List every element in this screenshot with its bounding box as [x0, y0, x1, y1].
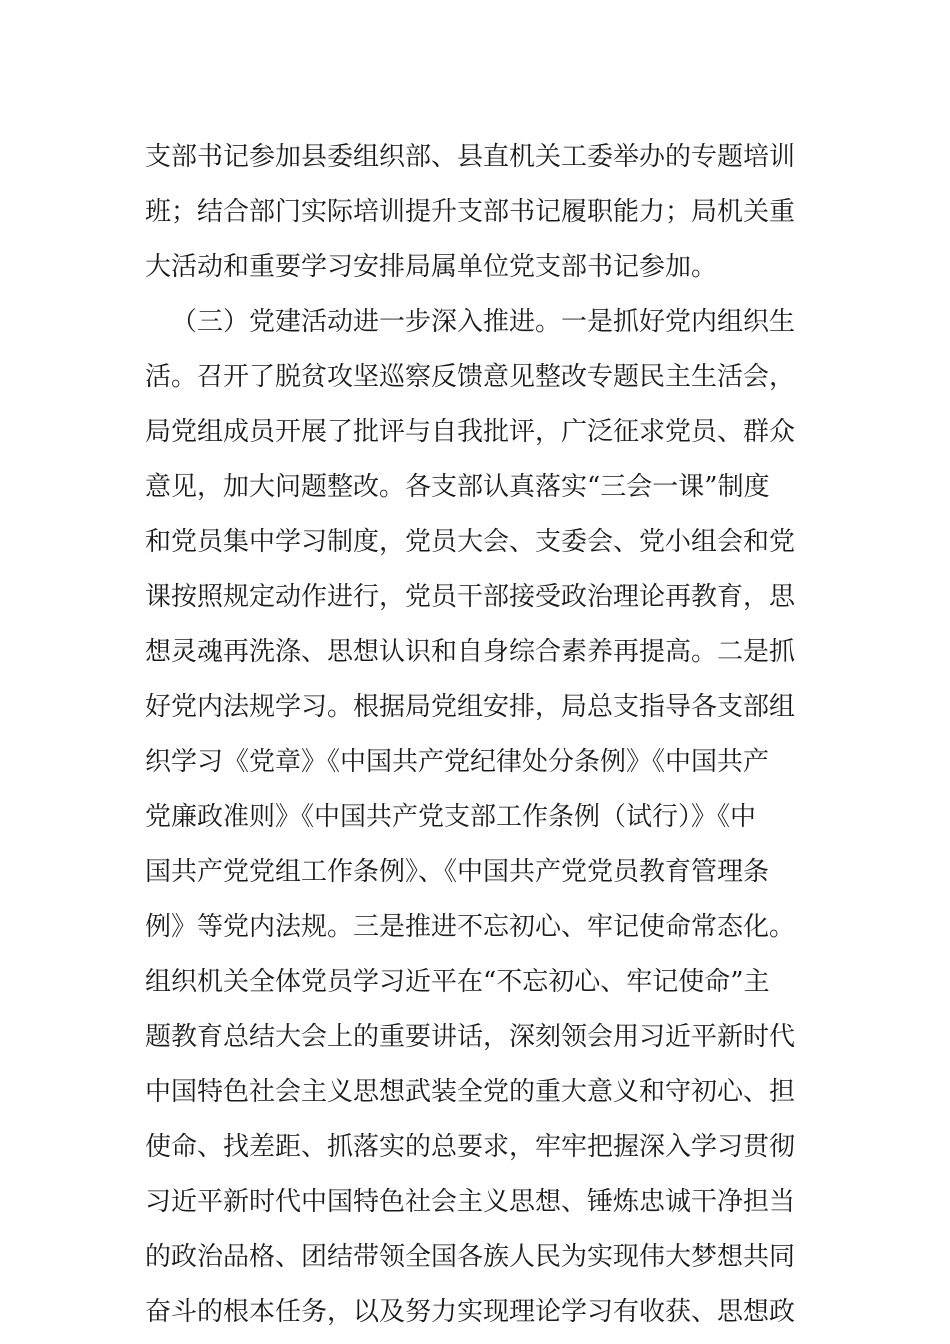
- text-line-8: 和党员集中学习制度，党员大会、支委会、党小组会和党: [145, 527, 796, 557]
- text-line-2: 班；结合部门实际培训提升支部书记履职能力；局机关重: [145, 197, 796, 227]
- text-line-18: 中国特色社会主义思想武装全党的重大意义和守初心、担: [145, 1077, 796, 1107]
- text-line-1: 支部书记参加县委组织部、县直机关工委举办的专题培训: [145, 142, 796, 172]
- text-line-21: 的政治品格、团结带领全国各族人民为实现伟大梦想共同: [145, 1242, 796, 1272]
- text-line-12: 织学习《党章》《中国共产党纪律处分条例》《中国共产: [145, 747, 770, 777]
- document-body: [145, 130, 815, 1340]
- text-line-17: 题教育总结大会上的重要讲话，深刻领会用习近平新时代: [145, 1022, 796, 1052]
- text-line-10: 想灵魂再洗涤、思想认识和自身综合素养再提高。二是抓: [145, 637, 796, 667]
- text-line-3: 大活动和重要学习安排局属单位党支部书记参加。: [145, 252, 718, 282]
- text-line-16: 组织机关全体党员学习近平在“不忘初心、牢记使命”主: [145, 967, 770, 997]
- text-line-11: 好党内法规学习。根据局党组安排，局总支指导各支部组: [145, 692, 796, 722]
- text-line-6: 局党组成员开展了批评与自我批评，广泛征求党员、群众: [145, 417, 796, 447]
- text-line-7: 意见，加大问题整改。各支部认真落实“三会一课”制度: [145, 472, 770, 502]
- text-line-19: 使命、找差距、抓落实的总要求，牢牢把握深入学习贯彻: [145, 1132, 796, 1162]
- text-line-20: 习近平新时代中国特色社会主义思想、锤炼忠诚干净担当: [145, 1187, 796, 1217]
- text-line-4: （三）党建活动进一步深入推进。一是抓好党内组织生: [171, 307, 796, 337]
- text-line-22: 奋斗的根本任务，以及努力实现理论学习有收获、思想政: [145, 1297, 796, 1327]
- text-line-9: 课按照规定动作进行，党员干部接受政治理论再教育，思: [145, 582, 796, 612]
- text-line-13: 党廉政准则》《中国共产党支部工作条例（试行）》《中: [145, 802, 757, 832]
- text-line-15: 例》等党内法规。三是推进不忘初心、牢记使命常态化。: [145, 912, 796, 942]
- text-line-5: 活。召开了脱贫攻坚巡察反馈意见整改专题民主生活会，: [145, 362, 796, 392]
- text-line-14: 国共产党党组工作条例》、《中国共产党党员教育管理条: [145, 857, 770, 887]
